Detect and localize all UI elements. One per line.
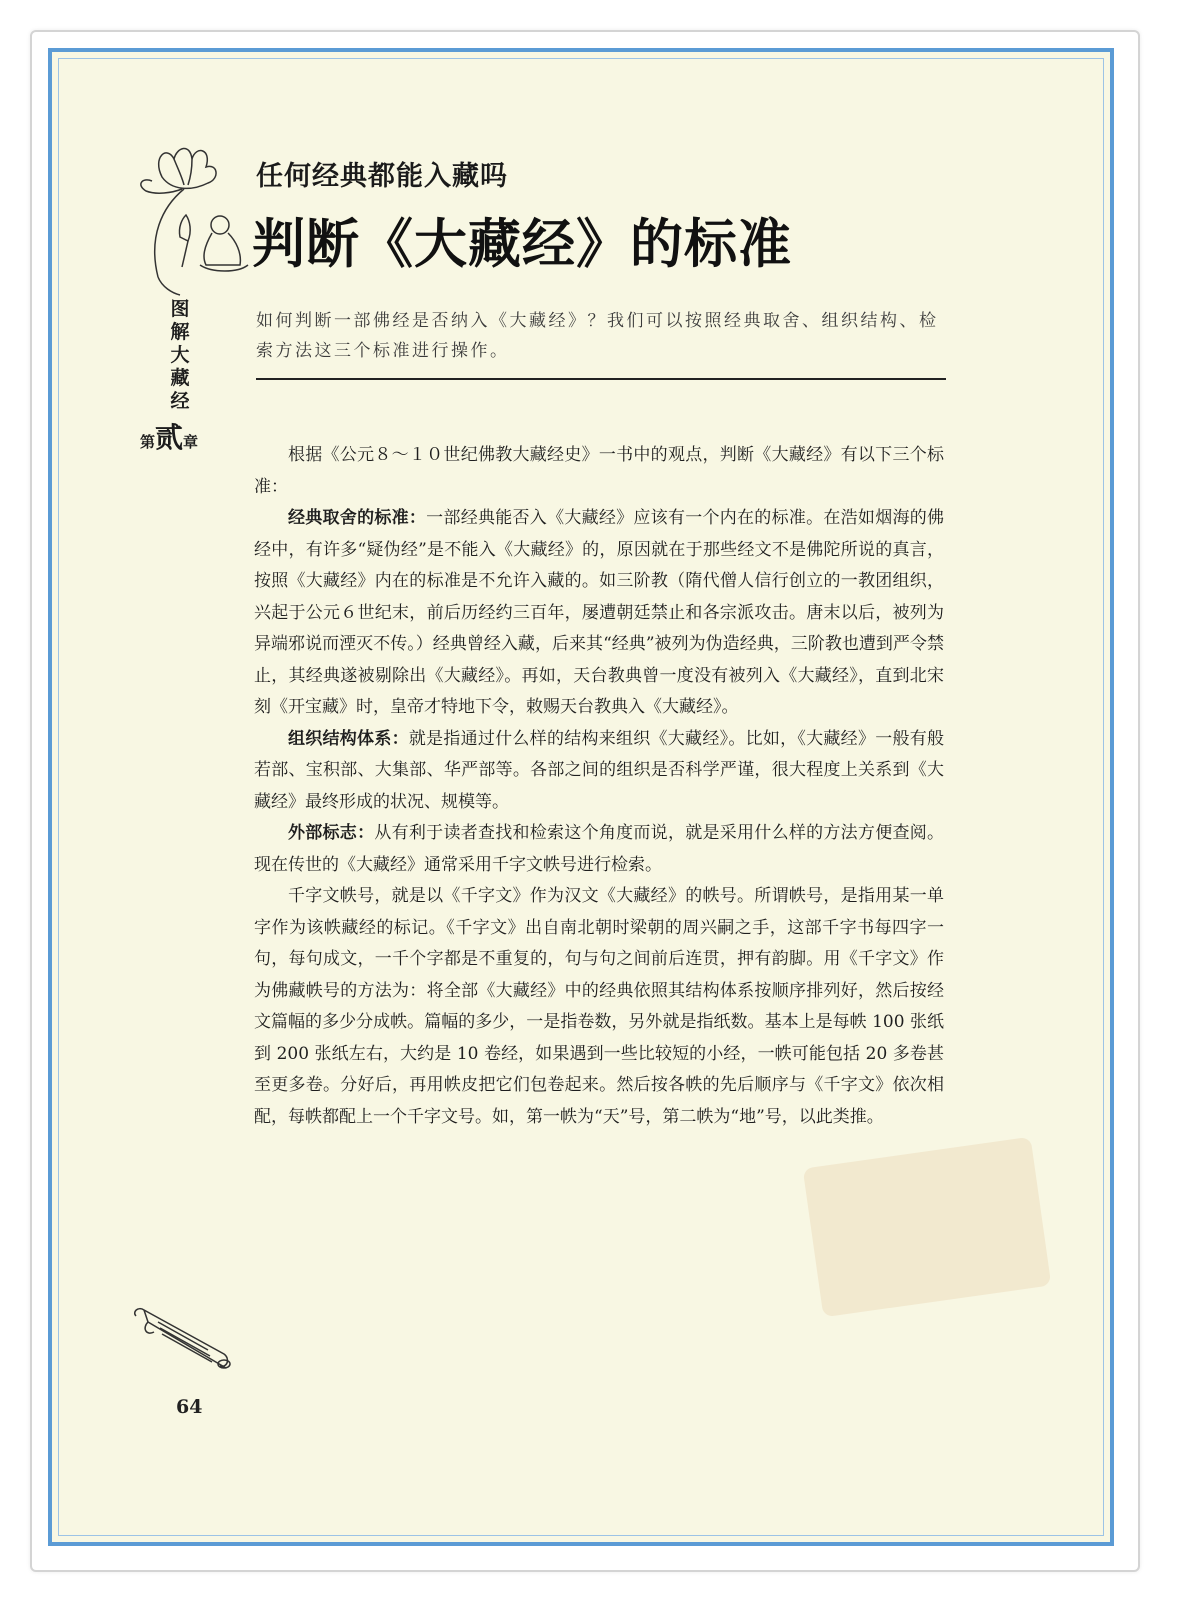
paragraph: 外部标志：从有利于读者查找和检索这个角度而说，就是采用什么样的方法方便查阅。现在传世的《大藏经》通常采用千字文帙号进行检索。: [254, 823, 945, 875]
chapter-prefix: 第: [140, 433, 156, 451]
body-text: [254, 440, 944, 1133]
intro-text: 如何判断一部佛经是否纳入《大藏经》？我们可以按照经典取舍、组织结构、检索方法这三个标准进行操作。: [256, 311, 939, 361]
chapter-suffix: 章: [183, 433, 199, 451]
paragraph: 经典取舍的标准：一部经典能否入《大藏经》应该有一个内在的标准。在浩如烟海的佛经中，有许多“疑伪经”是不能入《大藏经》的，原因就在于那些经文不是佛陀所说的真言，按照《大藏经》内在的标准是不允许入藏的。如三阶教（隋代僧人信行创立的一教团组织，兴起于公元６世纪末，前后历经约三百年，屡遭朝廷禁止和各宗派攻击。唐末以后，被列为异端邪说而湮灭不传。）经典曾经入藏，后来其“经典”被列为伪造经典，三阶教也遭到严令禁止，其经典遂被剔除出《大藏经》。再如，天台教典曾一度没有被列入《大藏经》，直到北宋刻《开宝藏》时，皇帝才特地下令，敕赐天台教典入《大藏经》。: [254, 508, 945, 717]
paragraph: 根据《公元８～１０世纪佛教大藏经史》一书中的观点，判断《大藏经》有以下三个标准：: [254, 445, 944, 497]
page-title: 判断《大藏经》的标准: [252, 214, 792, 275]
divider-line: [256, 378, 946, 380]
section-subtitle: 任何经典都能入藏吗: [256, 161, 508, 192]
paragraph-heading: 外部标志：: [288, 823, 375, 843]
paragraph: 千字文帙号，就是以《千字文》作为汉文《大藏经》的帙号。所谓帙号，是指用某一单字作为该帙藏经的标记。《千字文》出自南北朝时梁朝的周兴嗣之手，这部千字书每四字一句，每句成文，一千个字都是不重复的，句与句之间前后连贯，押有韵脚。用《千字文》作为佛藏帙号的方法为：将全部《大藏经》中的经典依照其结构体系按顺序排列好，然后按经文篇幅的多少分成帙。篇幅的多少，一是指卷数，另外就是指纸数。基本上是每帙 100 张纸到 200 张纸左右，大约是 10 卷经，如果遇到一些比较短的小经，一帙可能包括 20 多卷甚至更多卷。分好后，再用帙皮把它们包卷起来。然后按各帙的先后顺序与《千字文》依次相配，每帙都配上一个千字文号。如，第一帙为“天”号，第二帙为“地”号，以此类推。: [254, 886, 944, 1127]
lotus-buddha-illustration: [122, 137, 262, 297]
watermark-stamp: [803, 1137, 1052, 1318]
chapter-number: 贰: [155, 421, 184, 454]
paragraph-heading: 经典取舍的标准：: [288, 508, 427, 528]
book-page: [48, 48, 1114, 1546]
paragraph: 组织结构体系：就是指通过什么样的结构来组织《大藏经》。比如，《大藏经》一般有般若部、宝积部、大集部、华严部等。各部之间的组织是否科学严谨，很大程度上关系到《大藏经》最终形成的状况、规模等。: [254, 728, 945, 812]
chapter-label: [140, 416, 198, 456]
scroll-icon: [128, 1302, 238, 1382]
page-number: 64: [176, 1396, 203, 1418]
paragraph-heading: 组织结构体系：: [288, 728, 409, 749]
book-series-title: 图解大藏经: [170, 298, 190, 412]
